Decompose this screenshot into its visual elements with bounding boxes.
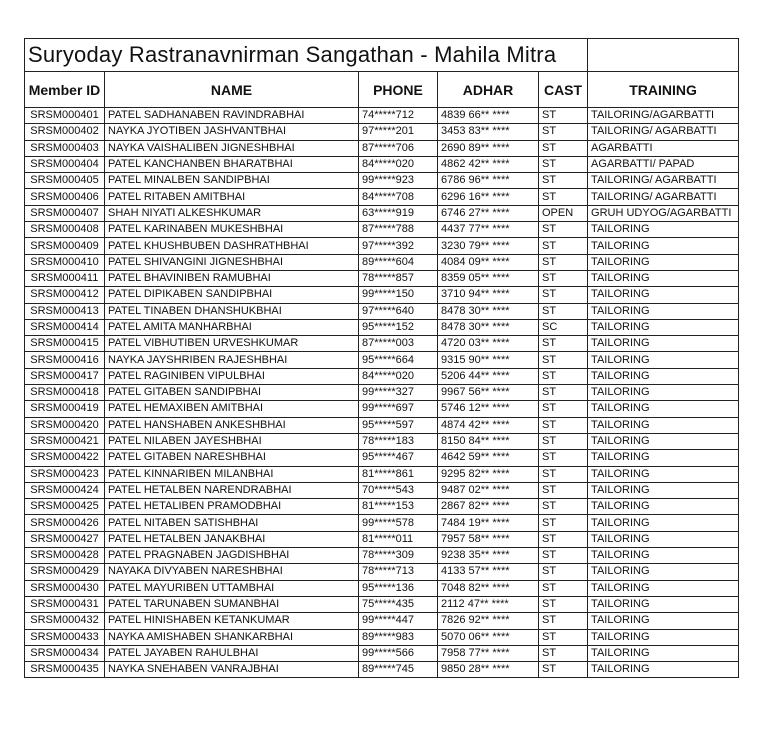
table-row	[25, 662, 739, 678]
title-empty-cell	[588, 39, 739, 72]
table-body	[25, 108, 739, 678]
cast-cell: ST	[539, 140, 588, 156]
name-cell: PATEL SHIVANGINI JIGNESHBHAI	[105, 254, 359, 270]
table-row	[25, 450, 739, 466]
training-cell: TAILORING	[588, 450, 739, 466]
adhar-cell: 7048 82** ****	[438, 580, 539, 596]
phone-cell: 95*****597	[359, 417, 438, 433]
training-cell: TAILORING	[588, 336, 739, 352]
phone-cell: 99*****578	[359, 515, 438, 531]
name-cell: PATEL DIPIKABEN SANDIPBHAI	[105, 287, 359, 303]
sheet-title: Suryoday Rastranavnirman Sangathan - Mahila Mitra	[25, 39, 588, 72]
adhar-cell: 3710 94** ****	[438, 287, 539, 303]
table-row	[25, 466, 739, 482]
phone-cell: 78*****713	[359, 564, 438, 580]
name-cell: PATEL TARUNABEN SUMANBHAI	[105, 596, 359, 612]
table-row	[25, 189, 739, 205]
training-cell: TAILORING	[588, 222, 739, 238]
phone-cell: 87*****706	[359, 140, 438, 156]
table-row	[25, 140, 739, 156]
cast-cell: ST	[539, 401, 588, 417]
training-cell: TAILORING/ AGARBATTI	[588, 189, 739, 205]
training-cell: TAILORING	[588, 368, 739, 384]
name-cell: PATEL AMITA MANHARBHAI	[105, 319, 359, 335]
member-id-cell: SRSM000424	[25, 482, 105, 498]
cast-cell: ST	[539, 596, 588, 612]
training-cell: GRUH UDYOG/AGARBATTI	[588, 205, 739, 221]
member-table	[24, 38, 739, 678]
cast-cell: ST	[539, 662, 588, 678]
cast-cell: ST	[539, 580, 588, 596]
member-id-cell: SRSM000413	[25, 303, 105, 319]
adhar-cell: 4862 42** ****	[438, 156, 539, 172]
training-cell: TAILORING	[588, 270, 739, 286]
training-cell: AGARBATTI	[588, 140, 739, 156]
table-row	[25, 433, 739, 449]
training-cell: TAILORING	[588, 662, 739, 678]
cast-cell: ST	[539, 156, 588, 172]
training-cell: TAILORING	[588, 401, 739, 417]
adhar-cell: 9850 28** ****	[438, 662, 539, 678]
adhar-cell: 9315 90** ****	[438, 352, 539, 368]
phone-cell: 78*****309	[359, 548, 438, 564]
training-cell: TAILORING	[588, 580, 739, 596]
training-cell: TAILORING	[588, 385, 739, 401]
training-cell: TAILORING	[588, 303, 739, 319]
name-cell: NAYAKA DIVYABEN NARESHBHAI	[105, 564, 359, 580]
training-cell: TAILORING	[588, 515, 739, 531]
header-row	[25, 72, 739, 108]
cast-cell: ST	[539, 368, 588, 384]
adhar-cell: 4720 03** ****	[438, 336, 539, 352]
member-id-cell: SRSM000408	[25, 222, 105, 238]
training-cell: TAILORING	[588, 531, 739, 547]
phone-cell: 89*****604	[359, 254, 438, 270]
table-row	[25, 499, 739, 515]
training-cell: TAILORING	[588, 254, 739, 270]
cast-cell: ST	[539, 352, 588, 368]
table-row	[25, 515, 739, 531]
table-row	[25, 645, 739, 661]
name-cell: PATEL NITABEN SATISHBHAI	[105, 515, 359, 531]
adhar-cell: 6786 96** ****	[438, 173, 539, 189]
table-row	[25, 352, 739, 368]
cast-cell: OPEN	[539, 205, 588, 221]
member-id-cell: SRSM000419	[25, 401, 105, 417]
member-id-cell: SRSM000430	[25, 580, 105, 596]
phone-cell: 81*****861	[359, 466, 438, 482]
adhar-cell: 4874 42** ****	[438, 417, 539, 433]
adhar-cell: 3230 79** ****	[438, 238, 539, 254]
training-cell: TAILORING/ AGARBATTI	[588, 124, 739, 140]
cast-cell: ST	[539, 645, 588, 661]
phone-cell: 87*****788	[359, 222, 438, 238]
table-row	[25, 108, 739, 124]
phone-cell: 75*****435	[359, 596, 438, 612]
member-id-cell: SRSM000426	[25, 515, 105, 531]
member-id-cell: SRSM000401	[25, 108, 105, 124]
member-id-cell: SRSM000410	[25, 254, 105, 270]
table-row	[25, 238, 739, 254]
table-row	[25, 613, 739, 629]
name-cell: PATEL GITABEN SANDIPBHAI	[105, 385, 359, 401]
training-cell: TAILORING	[588, 548, 739, 564]
member-id-cell: SRSM000412	[25, 287, 105, 303]
phone-cell: 87*****003	[359, 336, 438, 352]
phone-cell: 78*****857	[359, 270, 438, 286]
adhar-cell: 2112 47** ****	[438, 596, 539, 612]
phone-cell: 97*****392	[359, 238, 438, 254]
training-cell: AGARBATTI/ PAPAD	[588, 156, 739, 172]
phone-cell: 95*****152	[359, 319, 438, 335]
member-id-cell: SRSM000435	[25, 662, 105, 678]
phone-cell: 89*****983	[359, 629, 438, 645]
name-cell: PATEL KHUSHBUBEN DASHRATHBHAI	[105, 238, 359, 254]
adhar-cell: 4133 57** ****	[438, 564, 539, 580]
cast-cell: ST	[539, 270, 588, 286]
training-cell: TAILORING/ AGARBATTI	[588, 173, 739, 189]
member-id-cell: SRSM000407	[25, 205, 105, 221]
adhar-cell: 4642 59** ****	[438, 450, 539, 466]
cast-cell: ST	[539, 417, 588, 433]
training-cell: TAILORING	[588, 433, 739, 449]
table-row	[25, 596, 739, 612]
training-cell: TAILORING	[588, 613, 739, 629]
adhar-cell: 7957 58** ****	[438, 531, 539, 547]
name-cell: NAYKA JAYSHRIBEN RAJESHBHAI	[105, 352, 359, 368]
training-cell: TAILORING	[588, 466, 739, 482]
name-cell: NAYKA AMISHABEN SHANKARBHAI	[105, 629, 359, 645]
member-id-cell: SRSM000425	[25, 499, 105, 515]
table-row	[25, 548, 739, 564]
name-cell: PATEL HEMAXIBEN AMITBHAI	[105, 401, 359, 417]
cast-cell: ST	[539, 613, 588, 629]
member-id-cell: SRSM000422	[25, 450, 105, 466]
phone-cell: 81*****011	[359, 531, 438, 547]
adhar-cell: 3453 83** ****	[438, 124, 539, 140]
cast-cell: ST	[539, 433, 588, 449]
phone-cell: 84*****020	[359, 368, 438, 384]
phone-cell: 89*****745	[359, 662, 438, 678]
table-row	[25, 254, 739, 270]
training-cell: TAILORING	[588, 564, 739, 580]
cast-cell: ST	[539, 189, 588, 205]
table-row	[25, 287, 739, 303]
adhar-cell: 5206 44** ****	[438, 368, 539, 384]
name-cell: PATEL RITABEN AMITBHAI	[105, 189, 359, 205]
adhar-cell: 9295 82** ****	[438, 466, 539, 482]
adhar-cell: 4839 66** ****	[438, 108, 539, 124]
name-cell: PATEL RAGINIBEN VIPULBHAI	[105, 368, 359, 384]
name-cell: PATEL MINALBEN SANDIPBHAI	[105, 173, 359, 189]
phone-cell: 99*****150	[359, 287, 438, 303]
table-row	[25, 531, 739, 547]
phone-cell: 78*****183	[359, 433, 438, 449]
name-cell: NAYKA JYOTIBEN JASHVANTBHAI	[105, 124, 359, 140]
training-cell: TAILORING	[588, 482, 739, 498]
table-row	[25, 580, 739, 596]
cast-cell: ST	[539, 254, 588, 270]
phone-cell: 97*****201	[359, 124, 438, 140]
name-cell: PATEL VIBHUTIBEN URVESHKUMAR	[105, 336, 359, 352]
member-id-cell: SRSM000403	[25, 140, 105, 156]
cast-cell: ST	[539, 515, 588, 531]
phone-cell: 99*****566	[359, 645, 438, 661]
title-row	[25, 39, 739, 72]
name-cell: PATEL TINABEN DHANSHUKBHAI	[105, 303, 359, 319]
header-member-id: Member ID	[25, 72, 105, 108]
training-cell: TAILORING	[588, 417, 739, 433]
adhar-cell: 9238 35** ****	[438, 548, 539, 564]
member-id-cell: SRSM000404	[25, 156, 105, 172]
adhar-cell: 7484 19** ****	[438, 515, 539, 531]
member-id-cell: SRSM000414	[25, 319, 105, 335]
training-cell: TAILORING	[588, 352, 739, 368]
table-row	[25, 482, 739, 498]
name-cell: SHAH NIYATI ALKESHKUMAR	[105, 205, 359, 221]
member-id-cell: SRSM000402	[25, 124, 105, 140]
adhar-cell: 7826 92** ****	[438, 613, 539, 629]
adhar-cell: 5070 06** ****	[438, 629, 539, 645]
training-cell: TAILORING	[588, 238, 739, 254]
adhar-cell: 7958 77** ****	[438, 645, 539, 661]
training-cell: TAILORING	[588, 499, 739, 515]
adhar-cell: 6746 27** ****	[438, 205, 539, 221]
name-cell: PATEL KINNARIBEN MILANBHAI	[105, 466, 359, 482]
table-row	[25, 156, 739, 172]
table-row	[25, 303, 739, 319]
cast-cell: ST	[539, 222, 588, 238]
cast-cell: ST	[539, 238, 588, 254]
name-cell: PATEL JAYABEN RAHULBHAI	[105, 645, 359, 661]
name-cell: PATEL KANCHANBEN BHARATBHAI	[105, 156, 359, 172]
cast-cell: ST	[539, 336, 588, 352]
phone-cell: 97*****640	[359, 303, 438, 319]
member-id-cell: SRSM000420	[25, 417, 105, 433]
header-training: TRAINING	[588, 72, 739, 108]
training-cell: TAILORING	[588, 629, 739, 645]
training-cell: TAILORING	[588, 287, 739, 303]
cast-cell: ST	[539, 564, 588, 580]
adhar-cell: 4084 09** ****	[438, 254, 539, 270]
name-cell: PATEL MAYURIBEN UTTAMBHAI	[105, 580, 359, 596]
name-cell: PATEL HETALBEN NARENDRABHAI	[105, 482, 359, 498]
table-row	[25, 319, 739, 335]
table-row	[25, 124, 739, 140]
header-phone: PHONE	[359, 72, 438, 108]
cast-cell: ST	[539, 629, 588, 645]
header-adhar: ADHAR	[438, 72, 539, 108]
table-row	[25, 368, 739, 384]
name-cell: PATEL HINISHABEN KETANKUMAR	[105, 613, 359, 629]
cast-cell: ST	[539, 450, 588, 466]
cast-cell: ST	[539, 482, 588, 498]
cast-cell: ST	[539, 499, 588, 515]
member-id-cell: SRSM000406	[25, 189, 105, 205]
table-row	[25, 564, 739, 580]
cast-cell: ST	[539, 287, 588, 303]
adhar-cell: 2867 82** ****	[438, 499, 539, 515]
member-id-cell: SRSM000418	[25, 385, 105, 401]
member-id-cell: SRSM000429	[25, 564, 105, 580]
phone-cell: 70*****543	[359, 482, 438, 498]
name-cell: PATEL PRAGNABEN JAGDISHBHAI	[105, 548, 359, 564]
member-id-cell: SRSM000428	[25, 548, 105, 564]
phone-cell: 95*****664	[359, 352, 438, 368]
cast-cell: ST	[539, 303, 588, 319]
cast-cell: ST	[539, 173, 588, 189]
member-id-cell: SRSM000411	[25, 270, 105, 286]
cast-cell: ST	[539, 385, 588, 401]
name-cell: PATEL GITABEN NARESHBHAI	[105, 450, 359, 466]
table-row	[25, 417, 739, 433]
table-row	[25, 385, 739, 401]
adhar-cell: 8478 30** ****	[438, 319, 539, 335]
member-id-cell: SRSM000417	[25, 368, 105, 384]
adhar-cell: 8150 84** ****	[438, 433, 539, 449]
adhar-cell: 8359 05** ****	[438, 270, 539, 286]
phone-cell: 84*****020	[359, 156, 438, 172]
member-id-cell: SRSM000423	[25, 466, 105, 482]
cast-cell: ST	[539, 548, 588, 564]
member-id-cell: SRSM000409	[25, 238, 105, 254]
training-cell: TAILORING/AGARBATTI	[588, 108, 739, 124]
phone-cell: 81*****153	[359, 499, 438, 515]
adhar-cell: 5746 12** ****	[438, 401, 539, 417]
name-cell: PATEL HETALBEN JANAKBHAI	[105, 531, 359, 547]
phone-cell: 95*****136	[359, 580, 438, 596]
phone-cell: 99*****923	[359, 173, 438, 189]
member-id-cell: SRSM000432	[25, 613, 105, 629]
member-id-cell: SRSM000416	[25, 352, 105, 368]
member-id-cell: SRSM000415	[25, 336, 105, 352]
table-row	[25, 205, 739, 221]
adhar-cell: 9967 56** ****	[438, 385, 539, 401]
table-row	[25, 270, 739, 286]
phone-cell: 84*****708	[359, 189, 438, 205]
name-cell: NAYKA SNEHABEN VANRAJBHAI	[105, 662, 359, 678]
cast-cell: ST	[539, 124, 588, 140]
name-cell: PATEL NILABEN JAYESHBHAI	[105, 433, 359, 449]
name-cell: NAYKA VAISHALIBEN JIGNESHBHAI	[105, 140, 359, 156]
table-row	[25, 629, 739, 645]
adhar-cell: 6296 16** ****	[438, 189, 539, 205]
training-cell: TAILORING	[588, 596, 739, 612]
header-cast: CAST	[539, 72, 588, 108]
phone-cell: 63*****919	[359, 205, 438, 221]
cast-cell: ST	[539, 466, 588, 482]
member-id-cell: SRSM000434	[25, 645, 105, 661]
name-cell: PATEL HANSHABEN ANKESHBHAI	[105, 417, 359, 433]
cast-cell: ST	[539, 108, 588, 124]
name-cell: PATEL KARINABEN MUKESHBHAI	[105, 222, 359, 238]
member-id-cell: SRSM000421	[25, 433, 105, 449]
table-row	[25, 222, 739, 238]
adhar-cell: 8478 30** ****	[438, 303, 539, 319]
adhar-cell: 4437 77** ****	[438, 222, 539, 238]
cast-cell: ST	[539, 531, 588, 547]
adhar-cell: 2690 89** ****	[438, 140, 539, 156]
member-id-cell: SRSM000433	[25, 629, 105, 645]
name-cell: PATEL BHAVINIBEN RAMUBHAI	[105, 270, 359, 286]
table-row	[25, 401, 739, 417]
table-row	[25, 336, 739, 352]
training-cell: TAILORING	[588, 645, 739, 661]
training-cell: TAILORING	[588, 319, 739, 335]
table-row	[25, 173, 739, 189]
member-id-cell: SRSM000405	[25, 173, 105, 189]
phone-cell: 99*****327	[359, 385, 438, 401]
phone-cell: 95*****467	[359, 450, 438, 466]
member-id-cell: SRSM000431	[25, 596, 105, 612]
header-name: NAME	[105, 72, 359, 108]
member-id-cell: SRSM000427	[25, 531, 105, 547]
name-cell: PATEL HETALIBEN PRAMODBHAI	[105, 499, 359, 515]
name-cell: PATEL SADHANABEN RAVINDRABHAI	[105, 108, 359, 124]
adhar-cell: 9487 02** ****	[438, 482, 539, 498]
phone-cell: 99*****447	[359, 613, 438, 629]
phone-cell: 99*****697	[359, 401, 438, 417]
phone-cell: 74*****712	[359, 108, 438, 124]
cast-cell: SC	[539, 319, 588, 335]
